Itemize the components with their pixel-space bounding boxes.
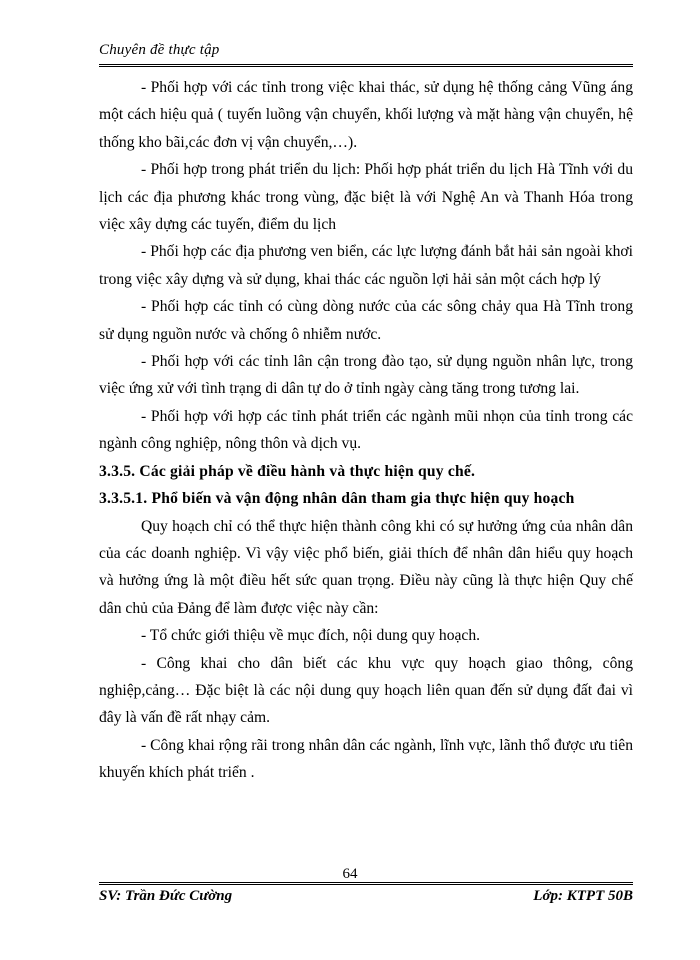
paragraph: - Phối hợp các địa phương ven biển, các lực lượng đánh bắt hải sản ngoài khơi trong việc xây dựng và sử dụng, khai thác các nguồn lợi hải sản một cách hợp lý [99, 243, 633, 288]
header-title: Chuyên đề thực tập [99, 42, 220, 58]
paragraph: - Phối hợp các tỉnh có cùng dòng nước của các sông chảy qua Hà Tĩnh trong sử dụng nguồn nước và chống ô nhiễm nước. [99, 298, 633, 343]
paragraph: - Phối hợp với hợp các tỉnh phát triển các ngành mũi nhọn của tỉnh trong các ngành công nghiệp, nông thôn và dịch vụ. [99, 407, 633, 453]
footer-student: SV: Trần Đức Cường [99, 888, 233, 904]
page-header [99, 38, 633, 67]
paragraph: - Phối hợp với các tỉnh lân cận trong đào tạo, sử dụng nguồn nhân lực, trong việc ứng xử với tình trạng di dân tự do ở tỉnh ngày càng tăng trong tương lai. [99, 353, 633, 398]
page-footer [99, 882, 633, 915]
paragraph: - Công khai rộng rãi trong nhân dân các ngành, lĩnh vực, lãnh thổ được ưu tiên khuyến khích phát triển . [99, 736, 633, 782]
paragraph: - Phối hợp với các tỉnh trong việc khai thác, sử dụng hệ thống cảng Vũng áng một cách hiệu quả ( tuyến luồng vận chuyển, khối lượng và mặt hàng vận chuyển, hệ thống kho bãi,các đơn vị vận chuyển,…). [99, 79, 633, 151]
paragraph: Quy hoạch chỉ có thể thực hiện thành công khi có sự hưởng ứng của nhân dân của các doanh nghiệp. Vì vậy việc phổ biến, giải thích để nhân dân hiểu quy hoạch và hưởng ứng là một điều hết sức quan trọng. Điều này cũng là thực hiện Quy chế dân chủ của Đảng để làm được việc này cần: [99, 517, 633, 617]
footer-class: Lớp: KTPT 50B [533, 888, 633, 904]
subsection-heading: 3.3.5.1. Phổ biến và vận động nhân dân tham gia thực hiện quy hoạch [99, 490, 575, 508]
section-heading: 3.3.5. Các giải pháp về điều hành và thực hiện quy chế. [99, 462, 476, 480]
paragraph: - Tổ chức giới thiệu về mục đích, nội dung quy hoạch. [141, 627, 481, 645]
document-body [99, 74, 633, 787]
paragraph: - Phối hợp trong phát triển du lịch: Phối hợp phát triển du lịch Hà Tĩnh với du lịch các địa phương khác trong vùng, đặc biệt là với Nghệ An và Thanh Hóa trong việc xây dựng các tuyến, điểm du lịch [99, 161, 633, 234]
paragraph: - Công khai cho dân biết các khu vực quy hoạch giao thông, công nghiệp,cảng… Đặc biệt là các nội dung quy hoạch liên quan đến sử dụng đất đai vì đây là vấn đề rất nhạy cảm. [99, 654, 633, 727]
page-number: 64 [342, 866, 358, 882]
